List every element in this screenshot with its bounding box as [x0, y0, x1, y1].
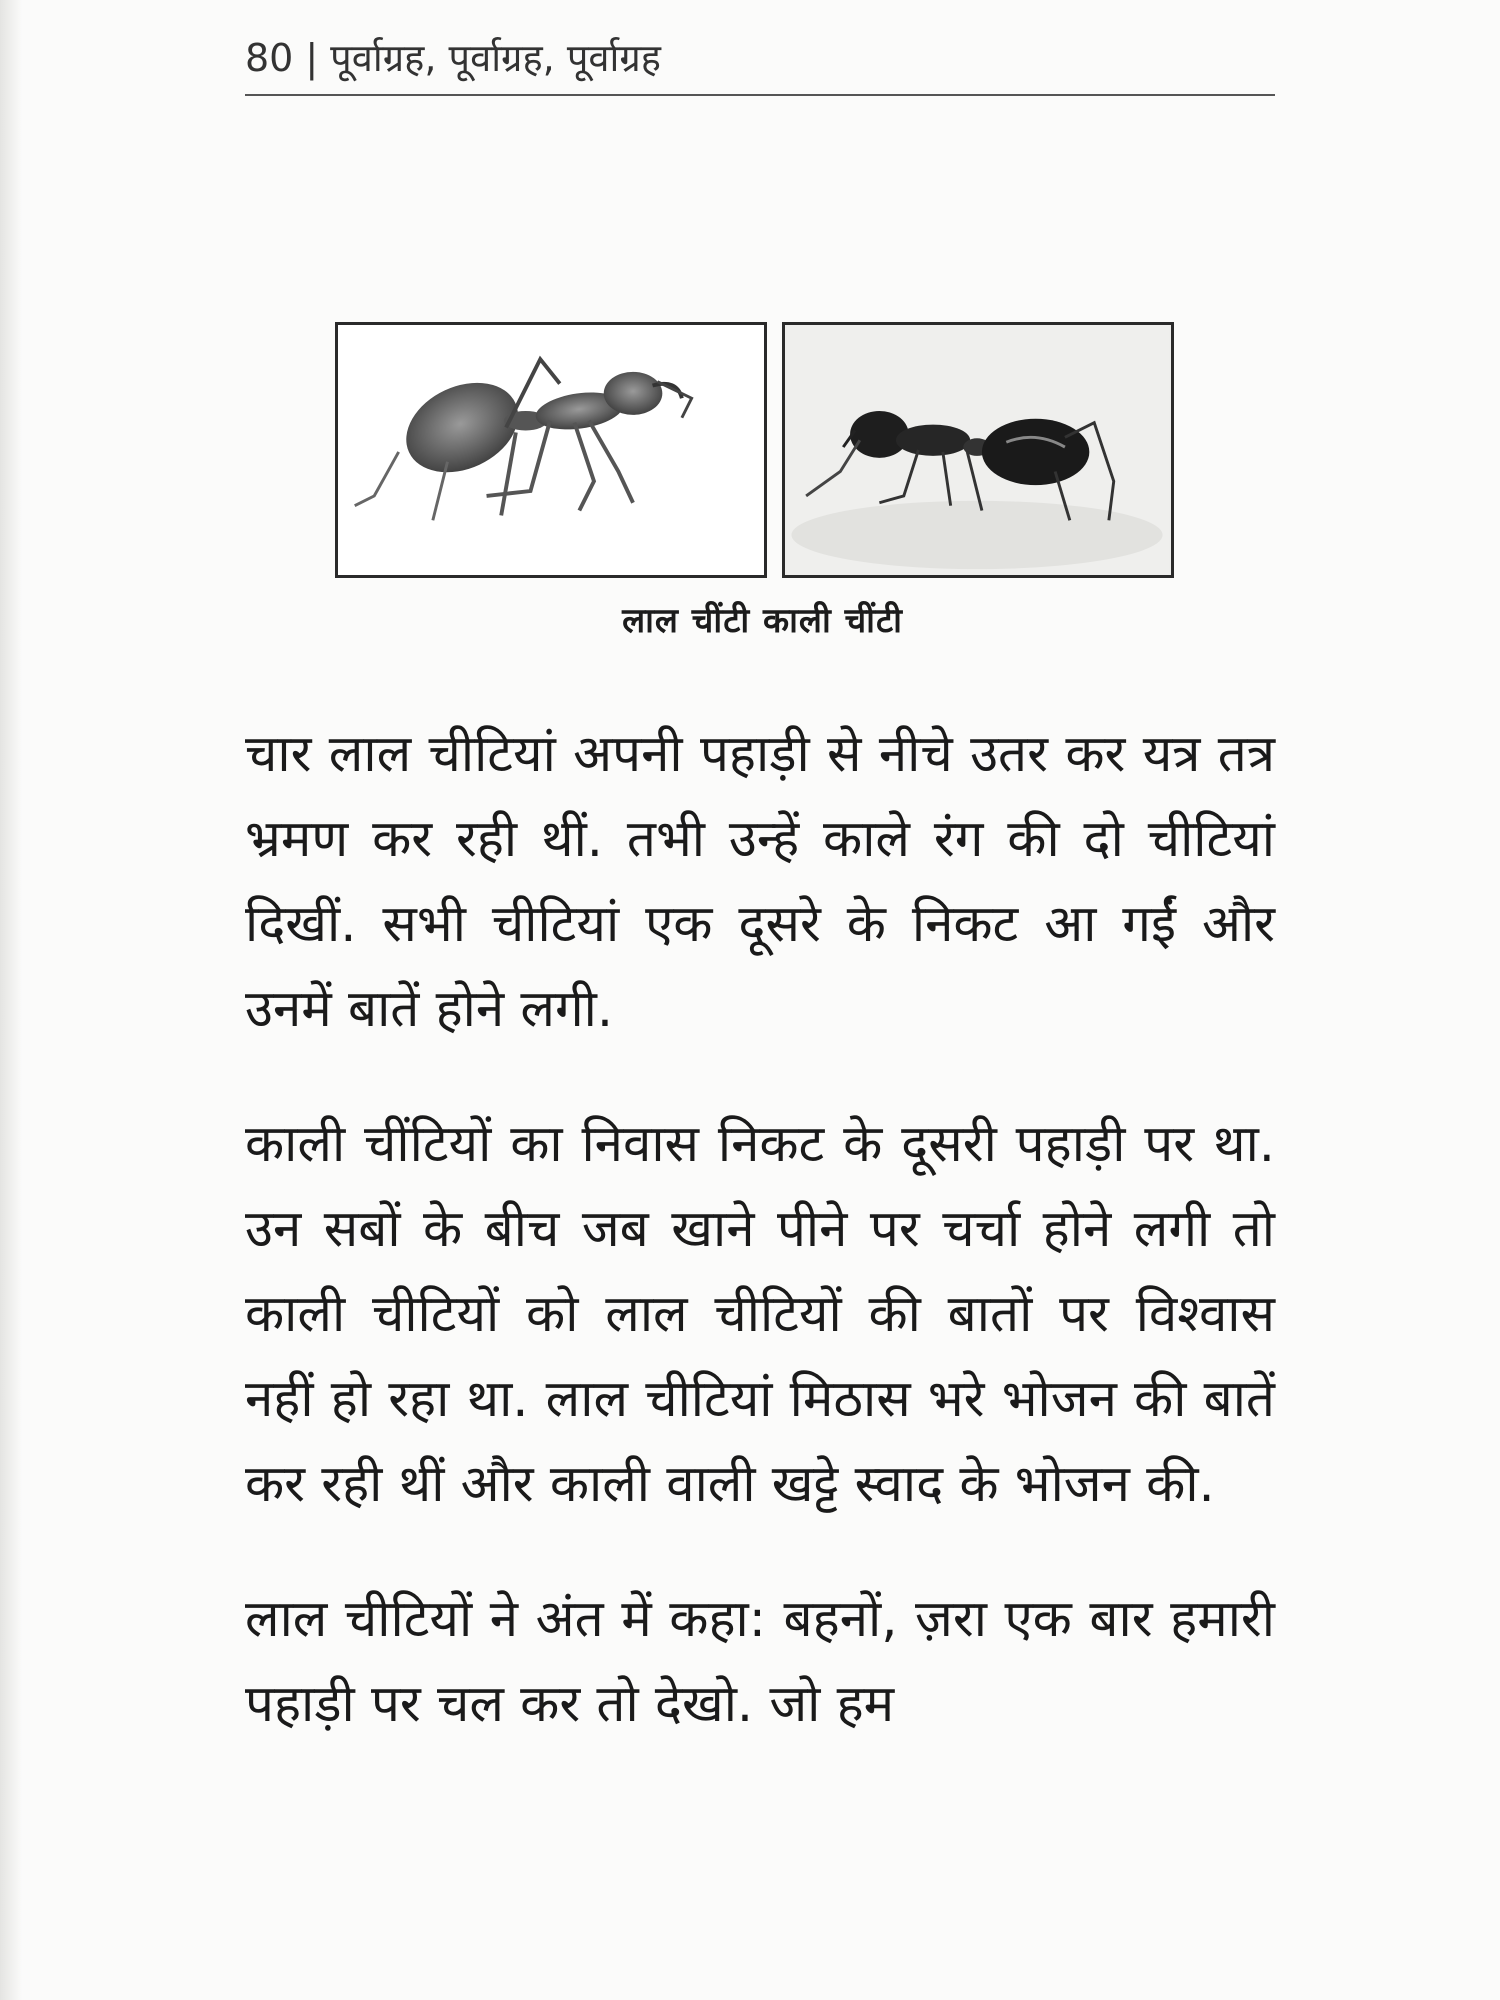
figure-caption: लाल चींटी काली चींटी	[622, 601, 903, 641]
page-header	[245, 28, 1275, 96]
paragraph-3: लाल चीटियों ने अंत में कहा: बहनों, ज़रा एक बार हमारी पहाड़ी पर चल कर तो देखो. जो हम	[245, 1590, 1275, 1734]
ant-figure	[335, 322, 1190, 582]
paragraph-2: काली चींटियों का निवास निकट के दूसरी पहाड़ी पर था. उन सबों के बीच जब खाने पीने पर चर्चा होने लगी तो काली चीटियों को लाल चीटियों की बातों पर विश्वास नहीं हो रहा था. लाल चीटियां मिठास भरे भोजन की बातें कर रही थीं और काली वाली खट्टे स्वाद के भोजन की.	[245, 1115, 1275, 1514]
page-number: 80	[245, 36, 294, 80]
page-edge-shadow	[0, 0, 22, 2000]
running-title: पूर्वाग्रह, पूर्वाग्रह, पूर्वाग्रह	[330, 36, 661, 80]
body-text	[245, 712, 1275, 1797]
red-ant-photo	[335, 322, 767, 578]
black-ant-illustration	[785, 325, 1171, 575]
black-ant-photo	[782, 322, 1174, 578]
paragraph-1: चार लाल चीटियां अपनी पहाड़ी से नीचे उतर कर यत्र तत्र भ्रमण कर रही थीं. तभी उन्हें काले रंग की दो चीटियां दिखीं. सभी चीटियां एक दूसरे के निकट आ गईं और उनमें बातें होने लगी.	[245, 725, 1275, 1039]
red-ant-illustration	[338, 325, 764, 575]
header-separator: |	[305, 36, 319, 80]
